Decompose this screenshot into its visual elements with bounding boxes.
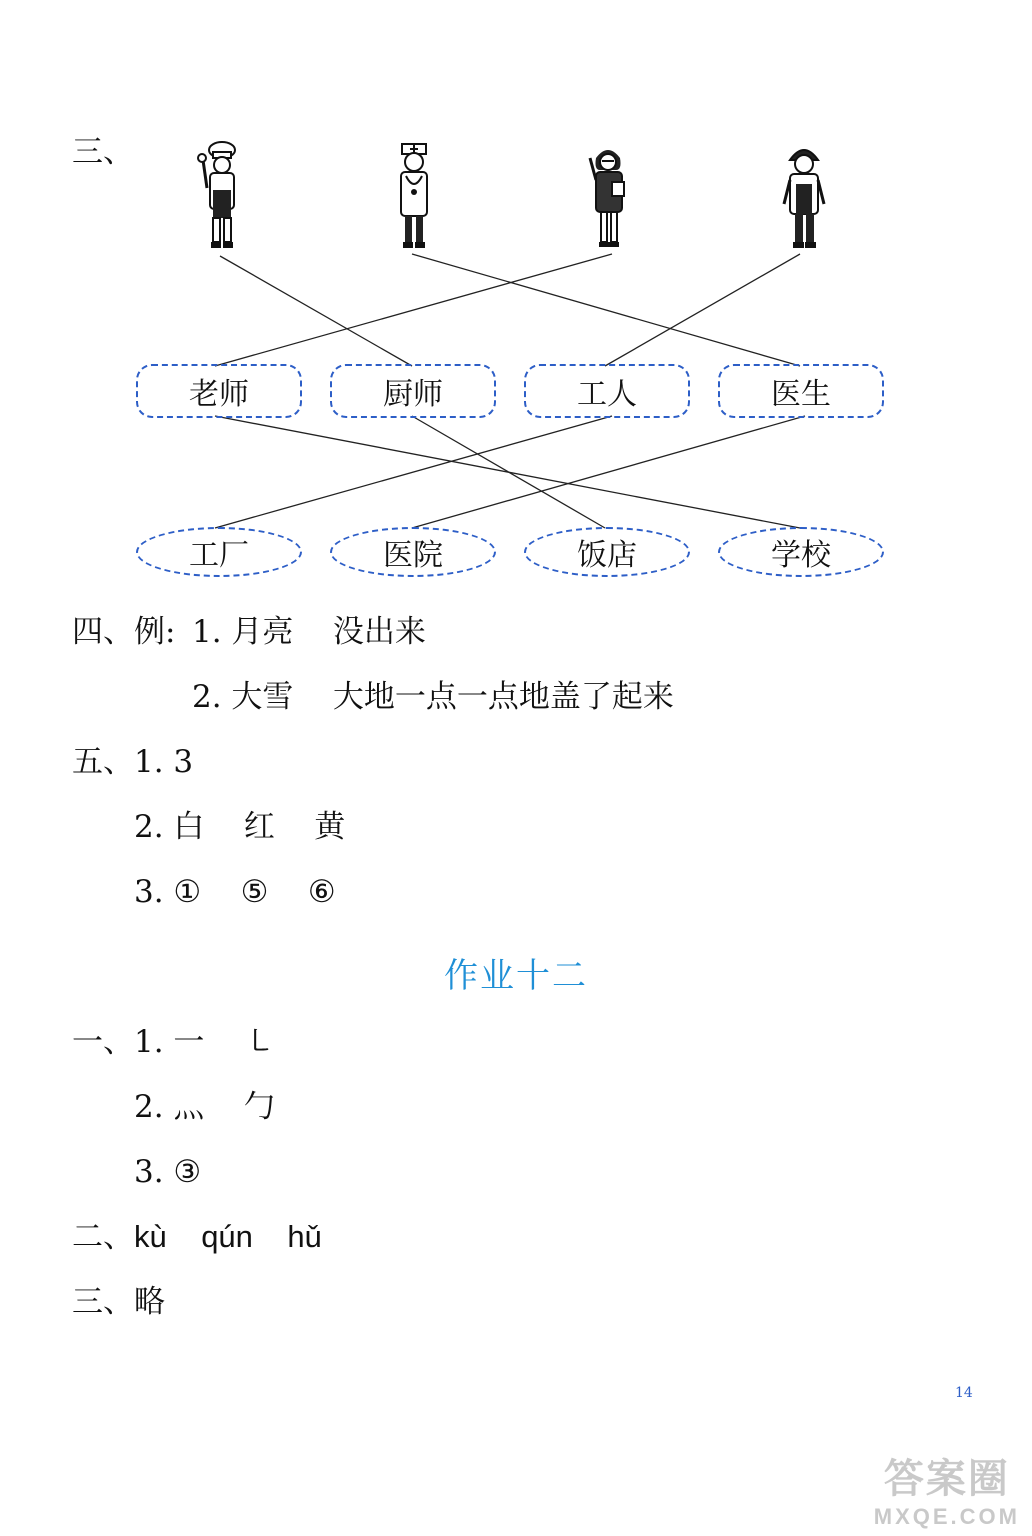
teacher-figure	[572, 140, 642, 250]
place-oval-factory	[136, 527, 302, 577]
line-doctor-to-doctor	[412, 254, 800, 366]
place-oval-hospital	[330, 527, 496, 577]
chef-figure	[185, 140, 255, 250]
question-5-item-2: 2. 白 红 黄	[134, 809, 346, 845]
s12-question-3-label: 三、	[72, 1284, 134, 1320]
watermark-bottom: MXQE.COM	[873, 1504, 1020, 1529]
s12-question-2-label: 二、	[72, 1219, 134, 1255]
s12-question-1-label: 一、	[72, 1024, 134, 1060]
job-box-teacher	[136, 364, 302, 418]
line-cook-to-restaurant	[412, 416, 605, 528]
place-label: 医院	[383, 538, 443, 573]
question-4-line-1: 1. 月亮 没出来	[192, 614, 426, 650]
s12-question-2-pinyin: kù qún hǔ	[134, 1219, 322, 1254]
place-oval-school	[718, 527, 884, 577]
job-label: 医生	[771, 377, 831, 412]
line-worker-to-worker	[605, 254, 800, 366]
job-box-worker	[524, 364, 690, 418]
question-4-line-2: 2. 大雪 大地一点一点地盖了起来	[192, 679, 674, 715]
place-label: 饭店	[577, 538, 637, 573]
job-box-doctor	[718, 364, 884, 418]
watermark-logo	[874, 1447, 1020, 1530]
place-label: 工厂	[189, 538, 249, 573]
line-teacher-to-teacher	[215, 254, 612, 366]
question-4-label: 四、例:	[72, 614, 176, 650]
s12-question-3-answer: 略	[134, 1284, 165, 1320]
job-box-cook	[330, 364, 496, 418]
s12-question-1-item-2: 2. 灬 勹	[134, 1089, 275, 1125]
doctor-figure	[378, 140, 448, 250]
section-title: 作业十二	[444, 956, 588, 996]
job-label: 厨师	[383, 377, 443, 412]
line-worker-to-factory	[215, 416, 612, 528]
job-label: 工人	[577, 377, 637, 412]
line-chef-to-cook	[220, 256, 412, 366]
worker-figure	[768, 140, 838, 250]
s12-question-1-item-3: 3. ③	[134, 1154, 202, 1190]
watermark-top: 答案圈	[883, 1457, 1010, 1501]
question-5-label: 五、	[72, 744, 134, 780]
question-5-item-3: 3. ① ⑤ ⑥	[134, 874, 336, 910]
place-label: 学校	[771, 538, 831, 573]
place-oval-restaurant	[524, 527, 690, 577]
question-3-label: 三、	[72, 134, 134, 170]
job-label: 老师	[189, 377, 249, 412]
question-5-item-1: 1. 3	[134, 744, 194, 780]
page-number: 14	[955, 1385, 973, 1401]
line-doctor-to-hospital	[412, 416, 805, 528]
s12-question-1-item-1: 1. 一 ㇄	[134, 1024, 275, 1060]
